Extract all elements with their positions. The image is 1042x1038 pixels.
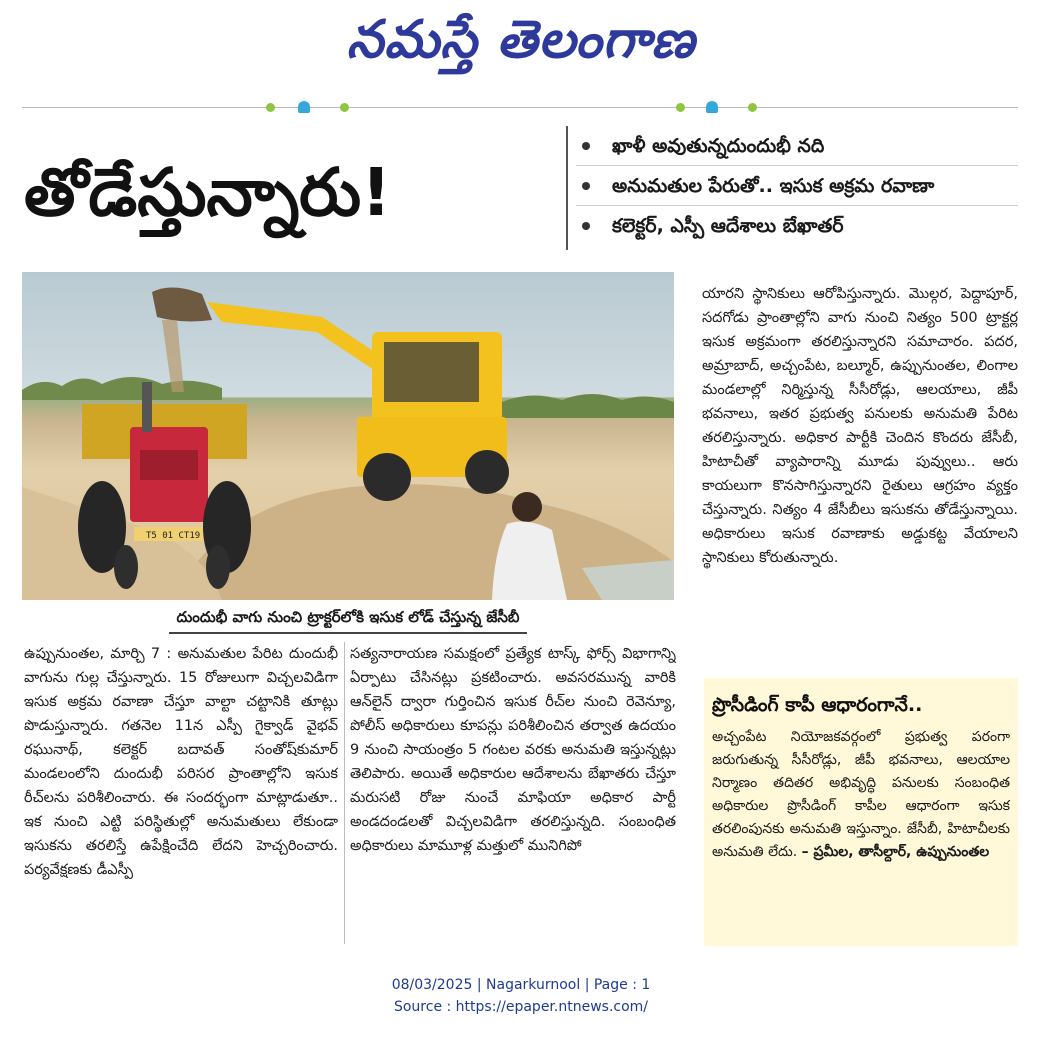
highlight-text: అనుమతుల పేరుతో.. ఇసుక అక్రమ రవాణా [612,175,935,197]
sidebar-box [704,678,1018,946]
footer-date-edition: 08/03/2025 | Nagarkurnool | Page : 1 [391,977,651,993]
decorative-dot [676,103,685,112]
highlight-item [576,126,1018,166]
footer-source: Source : https://epaper.ntnews.com/ [393,999,649,1015]
decorative-dot [706,101,718,113]
photo-caption-wrap [22,602,674,634]
sidebar-text: అచ్చంపేట నియోజకవర్గంలో ప్రభుత్వ పరంగా జరుగుతున్న సీసీరోడ్లు, జీపీ భవనాలు, ఆలయాల నిర్మాణం తదితర అభివృద్ధి పనులకు సంబంధిత అధికారుల ప్రొసీడింగ్ కాపీల ఆధారంగా ఇసుక తరలింపునకు అనుమతి ఇస్తున్నాం. జేసీబీ, హిటాచీలకు అనుమతి లేదు. [712,729,1010,860]
sidebar-title: ప్రొసీడింగ్ కాపీ ఆధారంగానే.. [712,694,923,716]
newspaper-logo: నమస్తే తెలంగాణ [346,10,696,70]
bullet-icon [582,142,590,150]
decorative-dot [266,103,275,112]
bullet-icon [582,222,590,230]
headline: తోడేస్తున్నారు! [24,154,392,231]
footer [0,974,1042,1018]
decorative-dot [340,103,349,112]
masthead [0,2,1042,78]
bullet-icon [582,182,590,190]
highlights-list [576,126,1018,246]
decorative-dot [298,101,310,113]
highlight-text: కలెక్టర్, ఎస్పీ ఆదేశాలు బేఖాతర్ [612,215,844,237]
photo-caption: దుందుభీ వాగు నుంచి ట్రాక్టర్‌లోకి ఇసుక లోడ్ చేస్తున్న జేసీబీ [169,602,528,634]
highlight-item [576,206,1018,246]
article-column-1: ఉప్పునుంతల, మార్చి 7 : అనుమతుల పేరిట దుందుభీ వాగును గుల్ల చేస్తున్నారు. 15 రోజులుగా విచ్చలవిడిగా ఇసుక అక్రమ రవాణా చేస్తూ వాల్టా చట్టానికి తూట్లు పొడుస్తున్నారు. గతనెల 11న ఎస్పీ గైక్వాడ్ వైభవ్ రఘునాథ్, కలెక్టర్ బదావత్ సంతోష్‌కుమార్ మండలంలోని దుందుభీ పరిసర ప్రాంతాల్లోని ఇసుక రీచ్‌లను పరిశీలించారు. ఈ సందర్భంగా మాట్లాడుతూ.. ఇక నుంచి ఎట్టి పరిస్థితుల్లో అనుమతులు లేకుండా ఇసుకను తరలిస్తే ఉపేక్షించేది లేదని హెచ్చరించారు. పర్యవేక్షణకు డీఎస్పీ [24,646,338,878]
news-photo [22,272,674,600]
column-divider [344,642,345,944]
highlight-text: ఖాళీ అవుతున్నదుందుభీ నది [612,135,825,157]
highlight-item [576,166,1018,206]
sidebar-attribution: – ప్రమీల, తాసీల్దార్, ఉప్పునుంతల [801,844,990,860]
sidebar-body [712,726,1010,936]
headline-divider [566,126,568,250]
decorative-dot [748,103,757,112]
header-rule [22,107,1018,108]
photo-illustration [22,272,674,600]
tractor-plate: T5 01 CT19 [146,531,201,541]
article-column-3: యారని స్థానికులు ఆరోపిస్తున్నారు. మొల్గర, పెద్దాపూర్, సదగోడు ప్రాంతాల్లోని వాగు నుంచి నిత్యం 500 ట్రాక్టర్ల ఇసుక అక్రమంగా తరలిస్తున్నారని సమాచారం. పదర, అమ్రాబాద్, అచ్చంపేట, బల్మూర్, ఉప్పునుంతల, లింగాల మండలాల్లో నిర్మిస్తున్న సీసీరోడ్లు, ఆలయాలు, జీపీ భవనాలు, ఇతర ప్రభుత్వ పనులకు అనుమతి పేరిట తరలిస్తున్నారు. అధికార పార్టీకి చెందిన కొందరు జేసీబీ, హిటాచీతో వ్యాపారాన్ని మూడు పువ్వులు.. ఆరు కాయలుగా కొనసాగిస్తున్నారని రైతులు ఆగ్రహం వ్యక్తం చేస్తున్నారు. నిత్యం 4 జేసీబీలు ఇసుకను తోడేస్తున్నాయి. అధికారులు ఇసుక రవాణాకు అడ్డుకట్ట వేయాలని స్థానికులు కోరుతున్నారు. [702,286,1018,566]
article-column-2: సత్యనారాయణ సమక్షంలో ప్రత్యేక టాస్క్ ఫోర్స్ విభాగాన్ని ఏర్పాటు చేసినట్లు ప్రకటించారు. అవసరమున్న వారికి ఆన్‌లైన్ ద్వారా గుర్తించిన ఇసుక రీచ్‌ల నుంచి రెవెన్యూ, పోలీస్ అధికారులు కూపన్లు పరిశీలించిన తర్వాత ఉదయం 9 నుంచి సాయంత్రం 5 గంటల వరకు అనుమతి ఇస్తున్నట్లు తెలిపారు. అయితే అధికారుల ఆదేశాలను బేఖాతరు చేస్తూ మరుసటి రోజు నుంచే మాఫియా అధికార పార్టీ అండదండలతో విచ్చలవిడిగా తరలిస్తున్నది. సంబంధిత అధికారులు మామూళ్ల మత్తులో మునిగిపో [350,646,676,854]
